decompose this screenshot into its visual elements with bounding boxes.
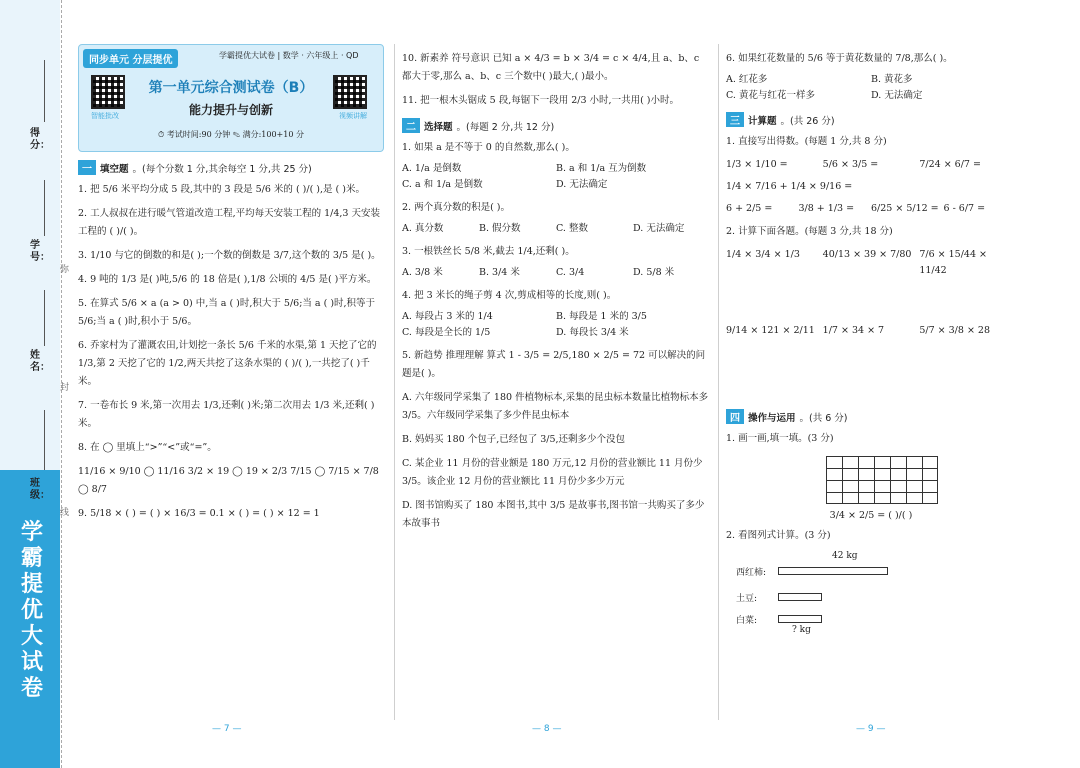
class-line	[44, 410, 45, 470]
section-number: 三	[726, 112, 744, 127]
operation-question: 2. 看图列式计算。(3 分)	[726, 530, 831, 541]
page-number-9: — 9 —	[856, 724, 886, 734]
calc-item: 5/7 × 3/8 × 28	[919, 325, 991, 336]
drawing-grid[interactable]	[826, 456, 938, 504]
section-number: 二	[402, 118, 420, 133]
section-number: 四	[726, 409, 744, 424]
calc-row	[726, 179, 1016, 195]
option[interactable]: C. a 和 1/a 是倒数	[402, 179, 483, 190]
choice-options	[402, 265, 710, 281]
option[interactable]: B. a 和 1/a 互为倒数	[556, 163, 647, 174]
section-number: 一	[78, 160, 96, 175]
calc-item: 7/6 × 15/44 × 11/42	[919, 249, 987, 276]
score-line	[44, 60, 45, 122]
calc-item: 40/13 × 39 × 7/80	[822, 249, 912, 260]
page-number-7: — 7 —	[212, 724, 242, 734]
option[interactable]: B. 假分数	[479, 223, 521, 234]
section-note: 。(每题 2 分,共 12 分)	[456, 121, 555, 133]
question-11: 11. 把一根木头锯成 5 段,每锯下一段用 2/3 小时,一共用( )小时。	[402, 95, 680, 106]
option[interactable]: D. 无法确定	[633, 223, 685, 234]
option[interactable]: A. 六年级同学采集了 180 件植物标本,采集的昆虫标本数量比植物标本多 3/5。六年级同学采集了多少件昆虫标本	[402, 392, 709, 421]
choice-question: 6. 如果红花数量的 5/6 等于黄花数量的 7/8,那么( )。	[726, 53, 953, 64]
calc-item: 7/24 × 6/7 =	[919, 159, 981, 170]
option[interactable]: B. 黄花多	[871, 74, 913, 85]
option[interactable]: A. 每段占 3 米的 1/4	[402, 311, 493, 322]
option[interactable]: C. 3/4	[556, 267, 585, 278]
question: 6. 乔家村为了灌溉农田,计划挖一条长 5/6 千米的水渠,第 1 天挖了它的 1/3,第 2 天挖了它的 1/2,两天共挖了这条水渠的 ( )/( ),一共挖了( )千米。	[78, 340, 377, 387]
calc-row	[726, 247, 1016, 279]
section-3-header	[726, 112, 1016, 127]
book-title: 学霸提优大试卷 | 数学 · 六年级上 · QD	[219, 51, 359, 60]
option[interactable]: D. 5/8 米	[633, 267, 675, 278]
choice-question: 2. 两个真分数的积是( )。	[402, 202, 511, 213]
calc-item: 6 + 2/5 =	[726, 203, 773, 214]
page-9	[726, 44, 1016, 637]
class-label: 班级：	[30, 478, 50, 501]
section-title: 计算题	[748, 115, 777, 127]
question: 3. 1/10 与它的倒数的和是( );一个数的倒数是 3/7,这个数的 3/5 是( )。	[78, 250, 381, 261]
bind-char-3: 线	[60, 508, 70, 518]
test-header	[78, 44, 384, 152]
option[interactable]: A. 1/a 是倒数	[402, 163, 462, 174]
diagram-unknown-label: ? kg	[792, 625, 811, 635]
section-title: 选择题	[424, 121, 453, 133]
test-title: 第一单元综合测试卷（B）	[148, 80, 314, 96]
option[interactable]: A. 3/8 米	[402, 267, 443, 278]
cabbage-bar	[778, 615, 822, 623]
section-2-header	[402, 118, 710, 133]
page-8	[402, 44, 710, 533]
name-line	[44, 290, 45, 346]
calc-item: 3/8 + 1/3 =	[798, 203, 855, 214]
section-4-header	[726, 409, 1016, 424]
option[interactable]: C. 某企业 11 月份的营业额是 180 万元,12 月份的营业额比 11 月份少 3/5。该企业 12 月份的营业额比 11 月份少多少万元	[402, 458, 703, 487]
page-7	[78, 44, 384, 523]
calc-item: 1/4 × 3/4 × 1/3	[726, 249, 800, 260]
choice-question: 1. 如果 a 是不等于 0 的自然数,那么( )。	[402, 142, 575, 153]
column-divider-2	[718, 44, 719, 720]
section-title: 操作与运用	[748, 412, 796, 424]
calc-row	[726, 323, 1016, 339]
diagram-label: 土豆:	[736, 594, 758, 604]
choice-question: 4. 把 3 米长的绳子剪 4 次,剪成相等的长度,则( )。	[402, 290, 617, 301]
calc-item: 6/25 × 5/12 =	[871, 203, 939, 214]
student-id-label: 学号：	[30, 240, 50, 263]
student-id-line	[44, 180, 45, 236]
question: 7. 一卷布长 9 米,第一次用去 1/3,还剩( )米;第二次用去 1/3 米,还剩( )米。	[78, 400, 375, 429]
option[interactable]: C. 整数	[556, 223, 588, 234]
bar-diagram	[726, 551, 1016, 637]
option[interactable]: C. 每段是全长的 1/5	[402, 327, 491, 338]
test-info: ⏱ 考试时间:90 分钟 ✎ 满分:100+10 分	[158, 130, 304, 139]
choice-options	[402, 309, 710, 341]
potato-bar	[778, 593, 822, 601]
question: 1. 把 5/6 米平均分成 5 段,其中的 3 段是 5/6 米的 ( )/( ),是 ( )米。	[78, 184, 365, 195]
choice-options	[402, 161, 710, 193]
option[interactable]: D. 每段长 3/4 米	[556, 327, 629, 338]
diagram-label: 西红柿:	[736, 568, 767, 578]
section-note: 。(每个分数 1 分,其余每空 1 分,共 25 分)	[132, 163, 312, 175]
question: 9. 5/18 × ( ) = ( ) × 16/3 = 0.1 × ( ) = ( ) × 12 = 1	[78, 508, 320, 519]
grid-equation: 3/4 × 2/5 = ( )/( )	[829, 510, 913, 521]
choice-question: 3. 一根铁丝长 5/8 米,截去 1/4,还剩( )。	[402, 246, 575, 257]
option[interactable]: A. 真分数	[402, 223, 444, 234]
choice-question: 5. 新趋势 推理理解 算式 1 - 3/5 = 2/5,180 × 2/5 = 72 可以解决的问题是( )。	[402, 350, 706, 379]
test-subtitle: 能力提升与创新	[188, 103, 273, 117]
option[interactable]: B. 每段是 1 米的 3/5	[556, 311, 647, 322]
option[interactable]: D. 图书馆购买了 180 本图书,其中 3/5 是故事书,图书馆一共购买了多少本故事书	[402, 500, 705, 529]
unit-tag: 同步单元 分层提优	[83, 49, 178, 68]
option[interactable]: B. 妈妈买 180 个包子,已经包了 3/5,还剩多少个没包	[402, 434, 626, 445]
bind-char-1: 弥	[60, 265, 70, 275]
qr-right-caption: 视频讲解	[339, 112, 367, 120]
option[interactable]: B. 3/4 米	[479, 267, 520, 278]
diagram-label: 白菜:	[736, 616, 758, 626]
calc-item: 1/3 × 1/10 =	[726, 159, 788, 170]
question: 2. 工人叔叔在进行暖气管道改造工程,平均每天安装工程的 1/4,3 天安装工程的 ( )/( )。	[78, 208, 380, 237]
option[interactable]: D. 无法确定	[556, 179, 608, 190]
page-number-8: — 8 —	[532, 724, 562, 734]
question-10: 10. 新素养 符号意识 已知 a × 4/3 = b × 3/4 = c × 4/4,且 a、b、c 都大于零,那么 a、b、c 三个数中( )最大,( )最小。	[402, 53, 700, 82]
option[interactable]: D. 无法确定	[871, 90, 923, 101]
brand-vertical-text: 学霸提优大试卷	[20, 520, 43, 701]
qr-left-caption: 智能批改	[91, 112, 119, 120]
question: 8. 在 ◯ 里填上“>”“<”或“=”。	[78, 442, 217, 453]
calc-item: 5/6 × 3/5 =	[822, 159, 879, 170]
bind-char-2: 封	[60, 383, 70, 393]
choice-options	[726, 72, 1016, 104]
calc-subtitle: 1. 直接写出得数。(每题 1 分,共 8 分)	[726, 136, 887, 147]
diagram-total-label: 42 kg	[832, 551, 858, 561]
calc-item: 1/4 × 7/16 + 1/4 × 9/16 =	[726, 181, 853, 192]
tomato-bar	[778, 567, 888, 575]
qr-code-left[interactable]	[91, 75, 125, 109]
choice-options	[402, 221, 710, 237]
question: 5. 在算式 5/6 × a (a > 0) 中,当 a ( )时,积大于 5/6;当 a ( )时,积等于 5/6;当 a ( )时,积小于 5/6。	[78, 298, 376, 327]
option[interactable]: A. 红花多	[726, 74, 768, 85]
calc-item: 6 - 6/7 =	[943, 203, 986, 214]
column-divider-1	[394, 44, 395, 720]
section-note: 。(共 6 分)	[799, 412, 848, 424]
section-1-header	[78, 160, 384, 175]
operation-question: 1. 画一画,填一填。(3 分)	[726, 433, 834, 444]
calc-row	[726, 201, 1016, 217]
score-label: 得分：	[30, 128, 50, 151]
question: 4. 9 吨的 1/3 是( )吨,5/6 的 18 倍是( ),1/8 公顷的 4/5 是( )平方米。	[78, 274, 377, 285]
calc-row	[726, 157, 1016, 173]
section-title: 填空题	[100, 163, 129, 175]
calc-item: 1/7 × 34 × 7	[822, 325, 885, 336]
qr-code-right[interactable]	[333, 75, 367, 109]
calc-item: 9/14 × 121 × 2/11	[726, 325, 815, 336]
option[interactable]: C. 黄花与红花一样多	[726, 90, 815, 101]
section-note: 。(共 26 分)	[780, 115, 835, 127]
comparison-row: 11/16 × 9/10 ◯ 11/16 3/2 × 19 ◯ 19 × 2/3 7/15 ◯ 7/15 × 7/8 ◯ 8/7	[78, 466, 379, 495]
name-label: 姓名：	[30, 350, 50, 373]
calc-subtitle: 2. 计算下面各题。(每题 3 分,共 18 分)	[726, 226, 893, 237]
